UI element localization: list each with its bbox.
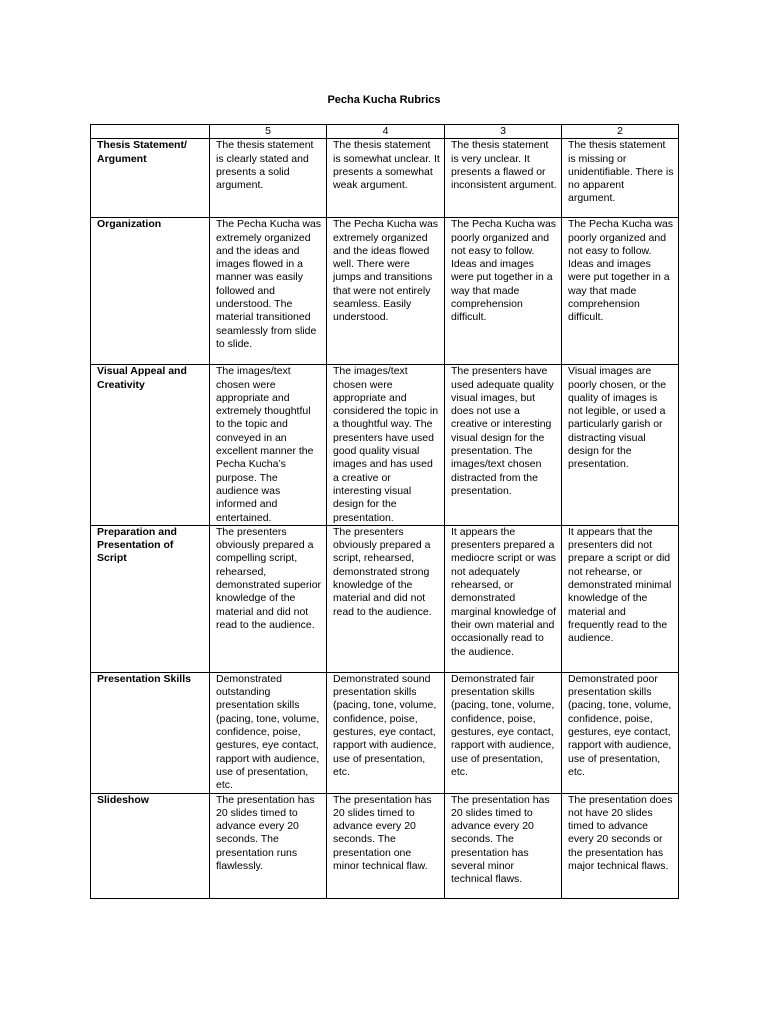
criterion-label: Slideshow xyxy=(91,793,210,898)
rubric-cell-score-4: The thesis statement is somewhat unclear. It presents a somewhat weak argument. xyxy=(327,139,445,218)
rubric-row-preparation xyxy=(91,525,679,672)
header-row xyxy=(91,125,679,139)
rubric-cell-score-4: The Pecha Kucha was extremely organized and the ideas flowed well. There were jumps and transitions that were not entirely seamless. Easily understood. xyxy=(327,218,445,365)
rubric-cell-score-3: The presentation has 20 slides timed to advance every 20 seconds. The presentation has several minor technical flaws. xyxy=(445,793,562,898)
rubric-cell-score-2: Visual images are poorly chosen, or the quality of images is not legible, or used a particularly garish or distracting visual design for the presentation. xyxy=(562,365,679,526)
rubric-cell-score-3: The Pecha Kucha was poorly organized and not easy to follow. Ideas and images were put together in a way that made comprehension difficult. xyxy=(445,218,562,365)
criterion-label: Visual Appeal and Creativity xyxy=(91,365,210,526)
page-title: Pecha Kucha Rubrics xyxy=(327,94,441,106)
rubric-row-presentation-skills xyxy=(91,672,679,793)
header-score-5: 5 xyxy=(210,125,327,139)
rubric-cell-score-3: The presenters have used adequate quality visual images, but does not use a creative or interesting visual design for the presentation. The images/text chosen distracted from the presentation. xyxy=(445,365,562,526)
rubric-cell-score-2: The Pecha Kucha was poorly organized and not easy to follow. Ideas and images were put together in a way that made comprehension difficult. xyxy=(562,218,679,365)
criterion-label: Preparation and Presentation of Script xyxy=(91,525,210,672)
criterion-label: Organization xyxy=(91,218,210,365)
rubric-cell-score-2: The presentation does not have 20 slides timed to advance every 20 seconds or the presentation has major technical flaws. xyxy=(562,793,679,898)
rubric-table xyxy=(90,124,679,899)
criterion-label: Presentation Skills xyxy=(91,672,210,793)
header-score-3: 3 xyxy=(445,125,562,139)
rubric-cell-score-3: Demonstrated fair presentation skills (pacing, tone, volume, confidence, poise, gestures, eye contact, rapport with audience, use of presentation, etc. xyxy=(445,672,562,793)
rubric-cell-score-2: It appears that the presenters did not prepare a script or did not rehearse, or demonstrated minimal knowledge of the material and frequently read to the audience. xyxy=(562,525,679,672)
rubric-cell-score-5: The presenters obviously prepared a compelling script, rehearsed, demonstrated superior knowledge of the material and did not read to the audience. xyxy=(210,525,327,672)
rubric-cell-score-2: Demonstrated poor presentation skills (pacing, tone, volume, confidence, poise, gestures, eye contact, rapport with audience, use of presentation, etc. xyxy=(562,672,679,793)
rubric-cell-score-4: Demonstrated sound presentation skills (pacing, tone, volume, confidence, poise, gestures, eye contact, rapport with audience, use of presentation, etc. xyxy=(327,672,445,793)
rubric-row-organization xyxy=(91,218,679,365)
rubric-cell-score-4: The presenters obviously prepared a script, rehearsed, demonstrated strong knowledge of the material and did not read to the audience. xyxy=(327,525,445,672)
rubric-row-thesis xyxy=(91,139,679,218)
rubric-row-slideshow xyxy=(91,793,679,898)
rubric-cell-score-5: Demonstrated outstanding presentation skills (pacing, tone, volume, confidence, poise, gestures, eye contact, rapport with audience, use of presentation, etc. xyxy=(210,672,327,793)
rubric-cell-score-5: The images/text chosen were appropriate and extremely thoughtful to the topic and conveyed in an excellent manner the Pecha Kucha’s purpose. The audience was informed and entertained. xyxy=(210,365,327,526)
header-score-2: 2 xyxy=(562,125,679,139)
rubric-cell-score-3: It appears the presenters prepared a mediocre script or was not adequately rehearsed, or demonstrated marginal knowledge of their own material and occasionally read to the audience. xyxy=(445,525,562,672)
header-score-4: 4 xyxy=(327,125,445,139)
rubric-cell-score-3: The thesis statement is very unclear. It presents a flawed or inconsistent argument. xyxy=(445,139,562,218)
rubric-cell-score-5: The presentation has 20 slides timed to advance every 20 seconds. The presentation runs flawlessly. xyxy=(210,793,327,898)
rubric-cell-score-2: The thesis statement is missing or unidentifiable. There is no apparent argument. xyxy=(562,139,679,218)
header-criterion-cell xyxy=(91,125,210,139)
criterion-label: Thesis Statement/ Argument xyxy=(91,139,210,218)
rubric-cell-score-4: The presentation has 20 slides timed to advance every 20 seconds. The presentation one minor technical flaw. xyxy=(327,793,445,898)
rubric-cell-score-5: The thesis statement is clearly stated and presents a solid argument. xyxy=(210,139,327,218)
rubric-cell-score-4: The images/text chosen were appropriate and considered the topic in a thoughtful way. The presenters have used good quality visual images and has used a creative or interesting visual design for the presentation. xyxy=(327,365,445,526)
rubric-row-visual-appeal xyxy=(91,365,679,526)
rubric-cell-score-5: The Pecha Kucha was extremely organized and the ideas and images flowed in a manner was easily followed and understood. The material transitioned seamlessly from slide to slide. xyxy=(210,218,327,365)
